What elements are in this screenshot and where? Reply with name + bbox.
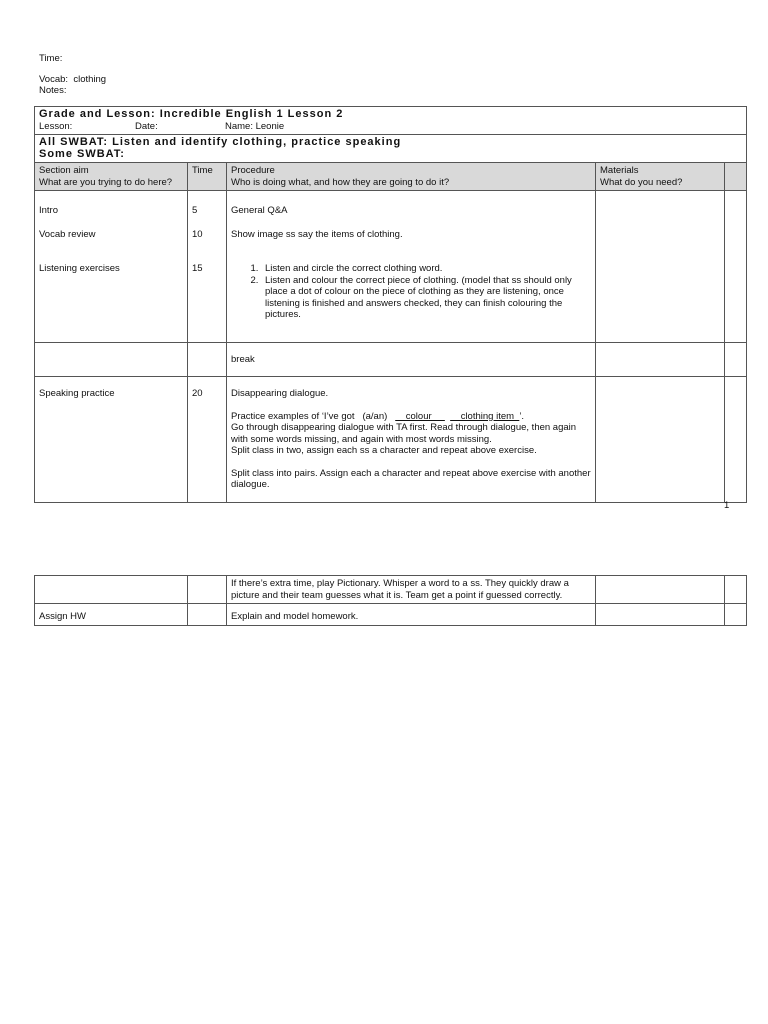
- title-row: [35, 107, 747, 135]
- procedure-cell: General Q&A Show image ss say the items of clothing. 1. Listen and circle the correct clothing word. 2. Listen and colour the correct piece of clothing. (model that ss should only place a dot of colour on the piece of clothing as they are listening, once listening is finished and answers checked, they can finish colouring the pictures.: [227, 191, 596, 343]
- column-header-materials: Materials What do you need?: [596, 163, 725, 191]
- lesson-plan-table: [34, 106, 747, 503]
- table-row: [35, 576, 747, 604]
- column-header-time: Time: [188, 163, 227, 191]
- listening-steps: [231, 263, 591, 321]
- table-row: [35, 343, 747, 377]
- date-label: Date:: [135, 120, 158, 132]
- some-swbat: Some SWBAT:: [39, 147, 125, 160]
- lesson-label: Lesson:: [39, 120, 73, 132]
- aim-cell: Assign HW: [35, 604, 188, 626]
- document-header: [39, 53, 106, 96]
- swbat-row: [35, 135, 747, 163]
- lesson-meta: [39, 121, 742, 133]
- list-item: 2. Listen and colour the correct piece of clothing. (model that ss should only place a dot of colour on the piece of clothing as they are listening, once listening is finished and answers checked, they can finish colouring the pictures.: [261, 275, 591, 321]
- list-item: 1. Listen and circle the correct clothing word.: [261, 263, 591, 275]
- column-header-procedure: Procedure Who is doing what, and how they are going to do it?: [227, 163, 596, 191]
- break-cell: break: [227, 343, 596, 377]
- notes-label: Notes:: [39, 85, 67, 96]
- page-number: 1: [724, 500, 730, 511]
- time-label: Time:: [39, 53, 63, 64]
- lesson-plan-table-continued: [34, 575, 747, 626]
- column-header-blank: [725, 163, 747, 191]
- table-row: [35, 377, 747, 503]
- aim-cell: Intro Vocab review Listening exercises: [35, 191, 188, 343]
- all-swbat: All SWBAT: Listen and identify clothing, practice speaking: [39, 136, 402, 148]
- name-label: Name: Leonie: [225, 120, 285, 132]
- procedure-cell: Disappearing dialogue. Practice examples of ‘I’ve got (a/an) colour clothing item ’. Go through disappearing dialogue with TA first. Read through dialogue, then again with some words missing, and again with most words missing. Split class in two, assign each ss a character and repeat above exercise. Split class into pairs. Assign each a character and repeat above exercise with another dialogue.: [227, 377, 596, 503]
- practice-line: Practice examples of ‘I’ve got (a/an) colour clothing item ’.: [231, 410, 525, 422]
- table-row: [35, 191, 747, 343]
- lesson-title: Grade and Lesson: Incredible English 1 Lesson 2: [39, 108, 344, 120]
- materials-cell: [596, 191, 725, 343]
- column-header-row: [35, 163, 747, 191]
- time-cell: 20: [188, 377, 227, 503]
- time-cell: 5 10 15: [188, 191, 227, 343]
- column-header-aim: Section aim What are you trying to do here?: [35, 163, 188, 191]
- table-row: [35, 604, 747, 626]
- procedure-cell: Explain and model homework.: [227, 604, 596, 626]
- aim-cell: Speaking practice: [35, 377, 188, 503]
- procedure-cell: If there’s extra time, play Pictionary. Whisper a word to a ss. They quickly draw a picture and their team guesses what it is. Team get a point if guessed correctly.: [227, 576, 596, 604]
- vocab-label: Vocab: clothing: [39, 74, 107, 85]
